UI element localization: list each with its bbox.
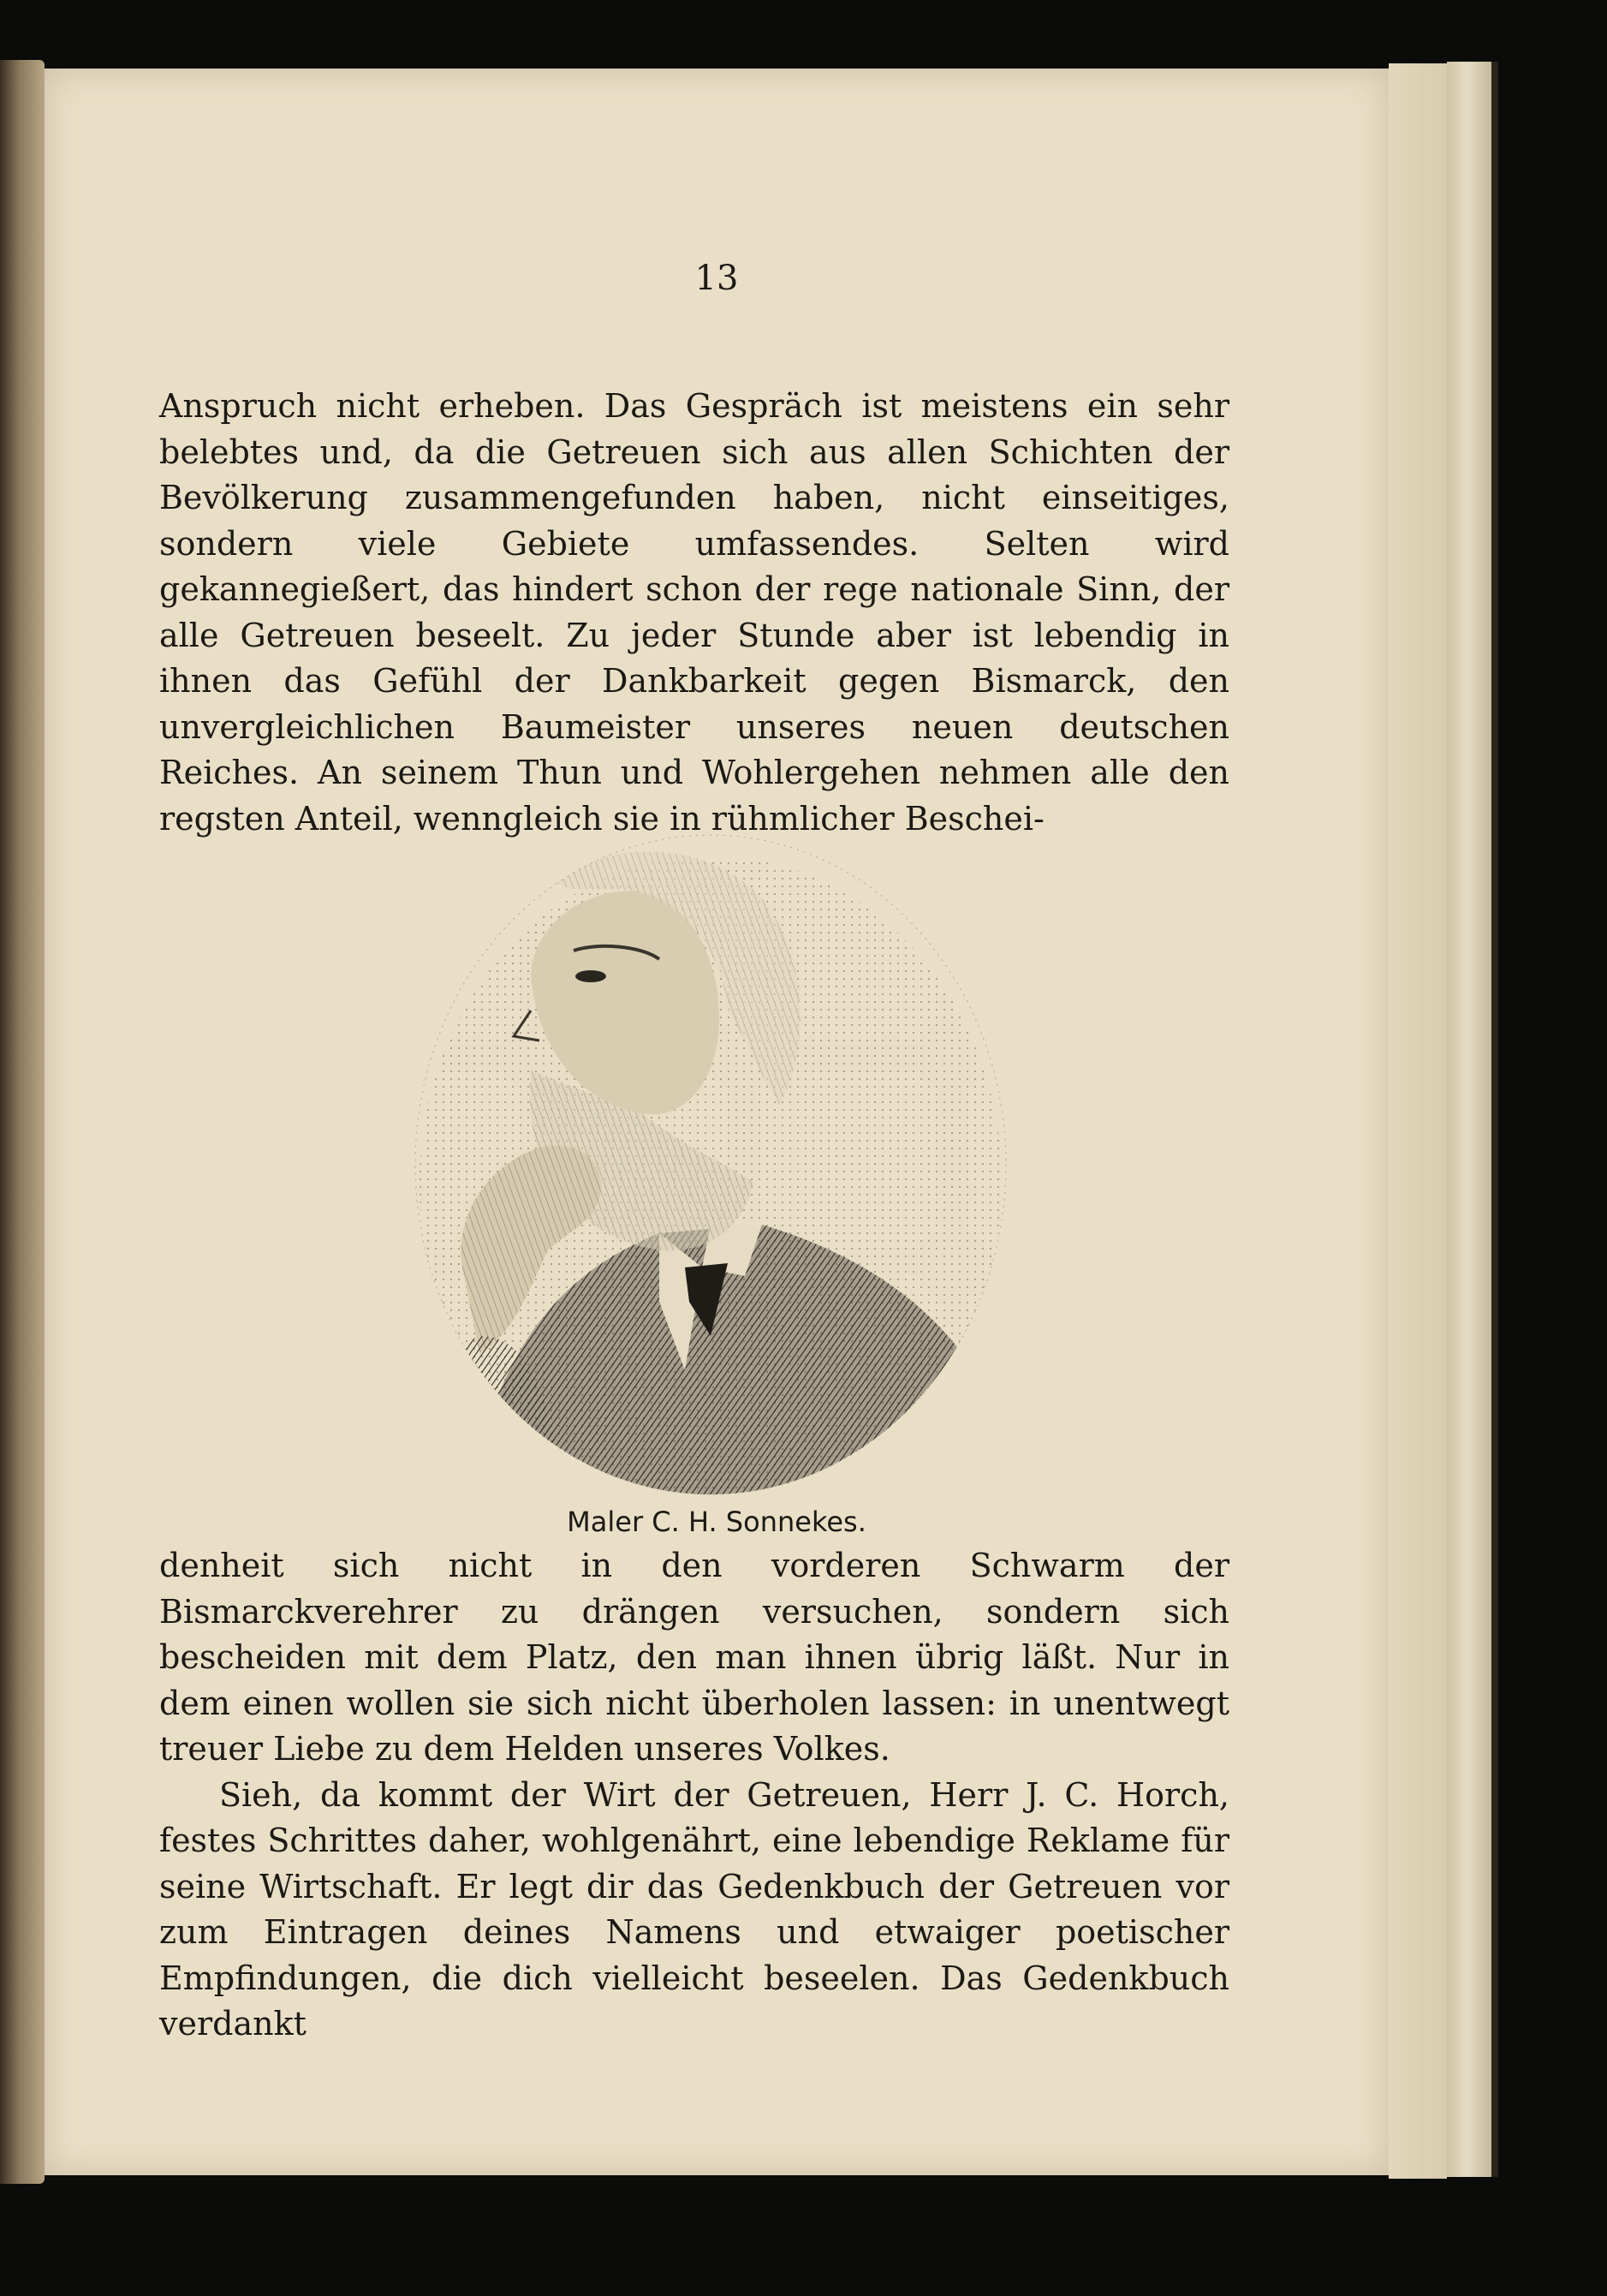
paragraph: denheit sich nicht in den vorderen Schwarm der Bismarckverehrer zu drängen versuchen, sondern sich bescheiden mit dem Platz, den man ihnen übrig läßt. Nur in dem einen wollen sie sich nicht überholen lassen: in unentwegt treuer Liebe zu dem Helden unseres Volkes. <box>159 1547 1229 1768</box>
previous-page-edge <box>0 60 45 2184</box>
paragraph: Anspruch nicht erheben. Das Gespräch ist meistens ein sehr belebtes und, da die Getreuen sich aus allen Schichten der Bevölkerung zusammengefunden haben, nicht einseitiges, sondern viele Gebiete umfassendes. Selten wird gekannegießert, das hindert schon der rege nationale Sinn, der alle Getreuen beseelt. Zu jeder Stunde aber ist lebendig in ihnen das Gefühl der Dankbarkeit gegen Bismarck, den unvergleichlichen Baumeister unseres neuen deutschen Reiches. An seinem Thun und Wohlergehen nehmen alle den regsten Anteil, wenngleich sie in rühmlicher Beschei- <box>159 387 1229 838</box>
page-number: 13 <box>694 259 739 298</box>
portrait-engraving <box>402 822 1019 1499</box>
text-block-bottom <box>159 1543 1229 2048</box>
text-block-top <box>159 384 1229 842</box>
portrait-icon <box>402 822 1019 1499</box>
book-cover-edge <box>1447 62 1497 2177</box>
portrait-caption: Maler C. H. Sonnekes. <box>567 1506 866 1538</box>
book-page <box>45 69 1389 2175</box>
paragraph: Sieh, da kommt der Wirt der Getreuen, Herr J. C. Horch, festes Schrittes daher, wohlgenährt, eine lebendige Reklame für seine Wirtschaft. Er legt dir das Gedenkbuch der Getreuen vor zum Eintragen deines Namens und etwaiger poetischer Empfindungen, die dich vielleicht beseelen. Das Gedenkbuch verdankt <box>159 1775 1229 2043</box>
book-cover-shadow <box>1491 62 1498 2177</box>
